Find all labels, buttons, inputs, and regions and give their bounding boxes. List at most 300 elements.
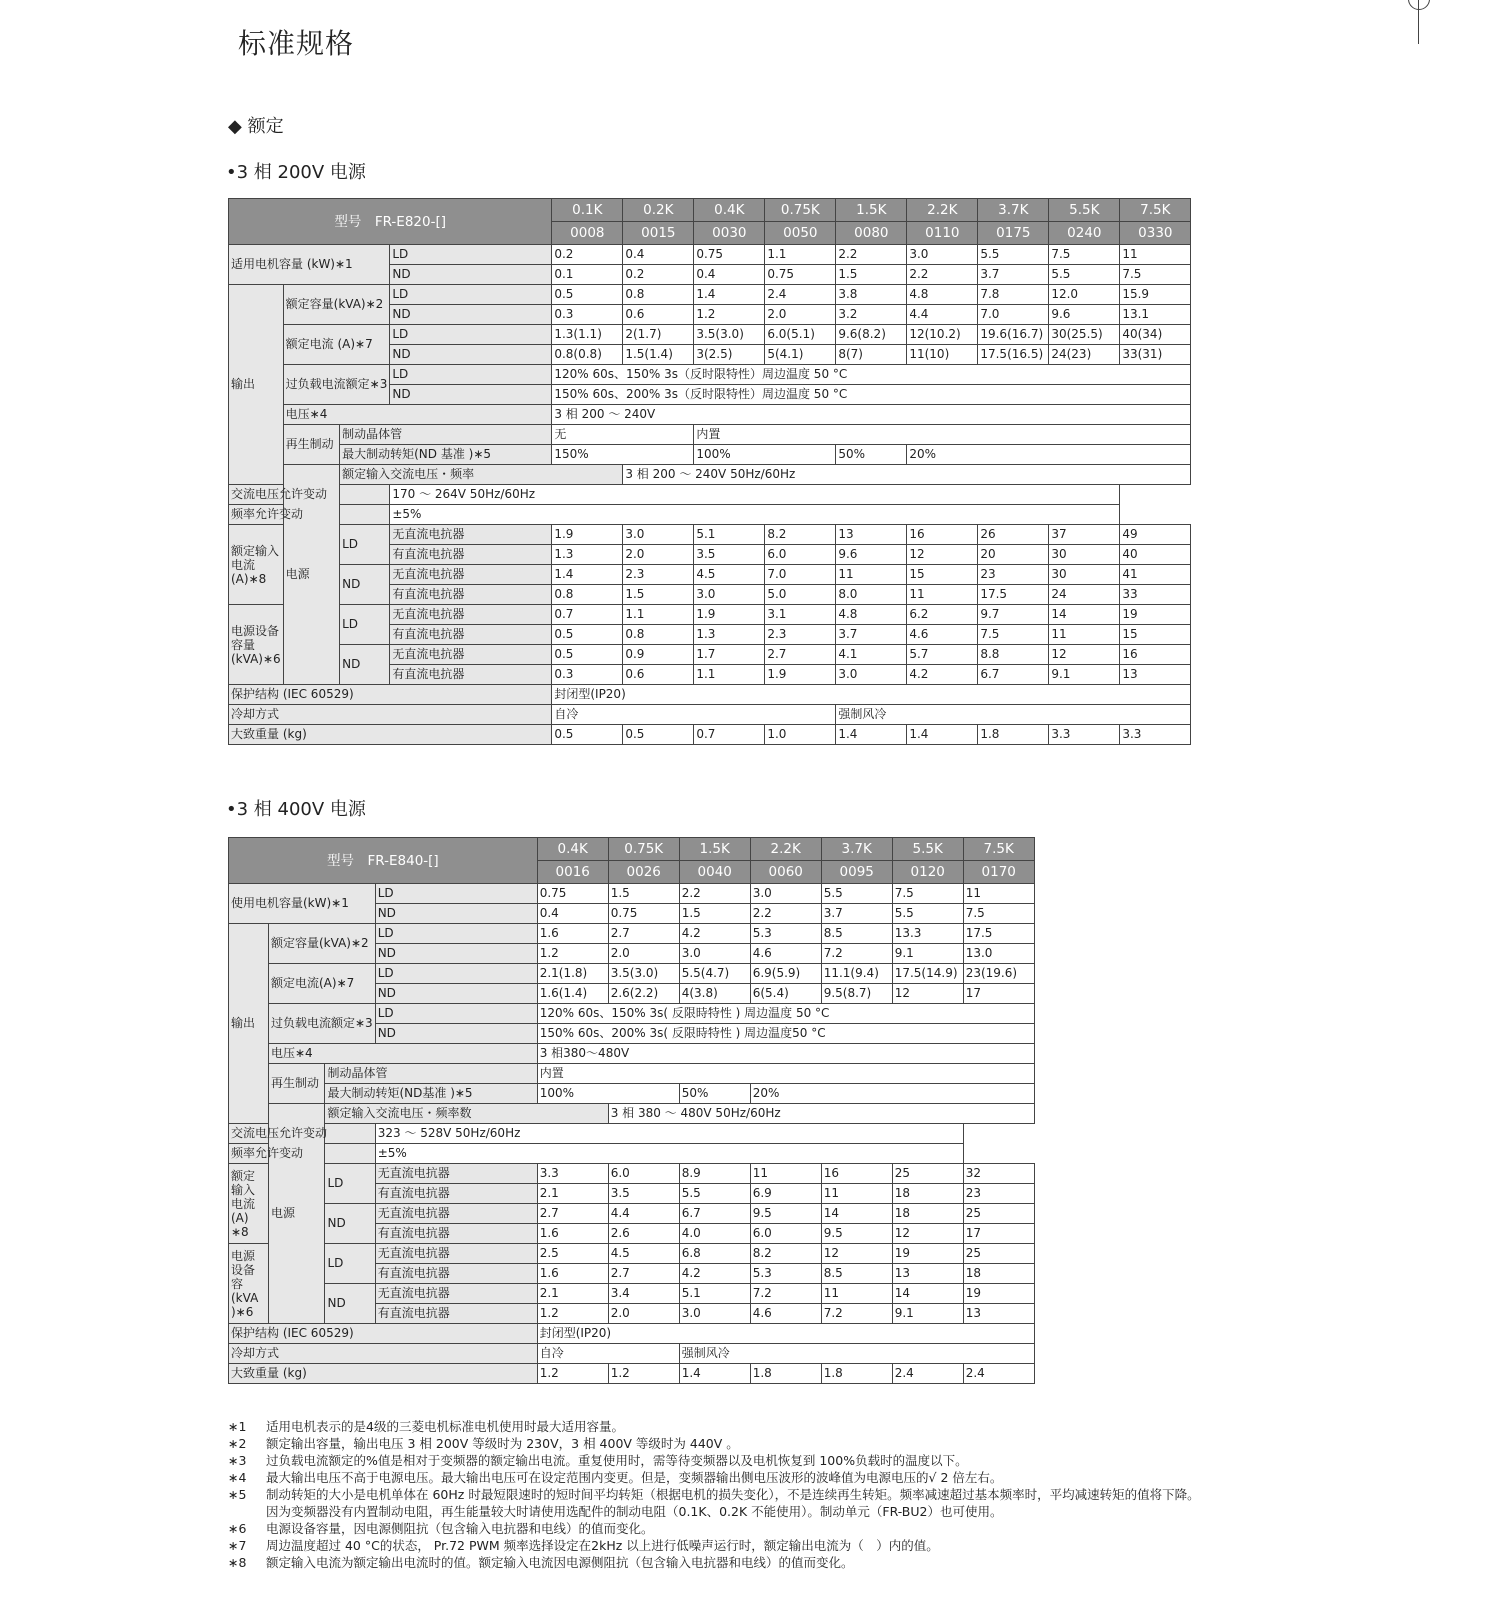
load-ld-label: LD — [375, 1004, 537, 1024]
with-reactor-label: 有直流电抗器 — [375, 1304, 537, 1324]
value-cell: 4.2 — [679, 924, 750, 944]
value-cell: 0.8 — [552, 585, 623, 605]
table-row — [229, 964, 1035, 984]
table-row — [229, 605, 1191, 625]
with-reactor-label: 有直流电抗器 — [390, 585, 552, 605]
value-cell: 0.9 — [623, 645, 694, 665]
table-row — [229, 505, 1191, 525]
load-ld-label: LD — [390, 325, 552, 345]
rated-capacity-label: 额定容量(kVA)∗2 — [283, 285, 390, 325]
value-cell: 6.0 — [765, 545, 836, 565]
value-cell: 2.4 — [963, 1364, 1034, 1384]
table-body — [229, 838, 1035, 1384]
overload-ld-value: 120% 60s、150% 3s( 反限時特性 ) 周边温度 50 °C — [537, 1004, 1034, 1024]
torque-value: 100% — [694, 445, 836, 465]
value-cell: 7.5 — [963, 904, 1034, 924]
value-cell: 2.2 — [679, 884, 750, 904]
load-ld-label: LD — [375, 884, 537, 904]
value-cell: 1.5(1.4) — [623, 345, 694, 365]
table-row — [229, 1064, 1035, 1084]
torque-value: 50% — [679, 1084, 750, 1104]
value-cell: 15 — [1120, 625, 1191, 645]
motor-capacity-label: 使用电机容量(kW)∗1 — [229, 884, 376, 924]
value-cell: 9.1 — [1049, 665, 1120, 685]
footnote-mark: ∗2 — [228, 1436, 247, 1451]
load-nd-label: ND — [375, 984, 537, 1004]
value-cell: 2.0 — [608, 1304, 679, 1324]
value-cell: 5.5 — [892, 904, 963, 924]
footnote — [228, 1520, 1200, 1537]
footnote-text: 因为变频器没有内置制动电阻，再生能量较大时请使用选配件的制动电阻（0.1K、0.2K 不能使用）。制动单元（FR-BU2）也可使用。 — [266, 1504, 1003, 1519]
value-cell: 0.5 — [552, 285, 623, 305]
value-cell: 0.5 — [552, 645, 623, 665]
value-cell: 1.6 — [537, 1224, 608, 1244]
with-reactor-label: 有直流电抗器 — [390, 625, 552, 645]
rated-capacity-label: 额定容量(kVA)∗2 — [269, 924, 376, 964]
footnote-mark: ∗6 — [228, 1521, 247, 1536]
value-cell: 2.7 — [765, 645, 836, 665]
footnote-mark: ∗3 — [228, 1453, 247, 1468]
overload-label: 过负载电流额定∗3 — [283, 365, 390, 405]
without-reactor-label: 无直流电抗器 — [375, 1164, 537, 1184]
value-cell: 8.5 — [821, 924, 892, 944]
value-cell: 8.2 — [765, 525, 836, 545]
value-cell: 8.5 — [821, 1264, 892, 1284]
value-cell: 2.2 — [750, 904, 821, 924]
value-cell: 16 — [1120, 645, 1191, 665]
torque-value: 20% — [750, 1084, 1034, 1104]
value-cell: 49 — [1120, 525, 1191, 545]
regen-label: 再生制动 — [269, 1064, 325, 1104]
value-cell: 3.0 — [750, 884, 821, 904]
value-cell: 1.4 — [552, 565, 623, 585]
value-cell: 11 — [907, 585, 978, 605]
model-code-header: 0050 — [765, 222, 836, 245]
value-cell: 5.5 — [821, 884, 892, 904]
value-cell: 9.5(8.7) — [821, 984, 892, 1004]
value-cell: 15.9 — [1120, 285, 1191, 305]
value-cell: 1.4 — [836, 725, 907, 745]
value-cell: 3.2 — [836, 305, 907, 325]
value-cell: 4.5 — [694, 565, 765, 585]
value-cell: 5.3 — [750, 1264, 821, 1284]
weight-label: 大致重量 (kg) — [229, 725, 552, 745]
model-label: 型号 FR-E820-[] — [229, 199, 552, 245]
value-cell: 4.4 — [608, 1204, 679, 1224]
table-row — [229, 245, 1191, 265]
voltage-label: 电压∗4 — [283, 405, 552, 425]
value-cell: 7.5 — [978, 625, 1049, 645]
value-cell: 2.7 — [608, 1264, 679, 1284]
value-cell: 13 — [963, 1304, 1034, 1324]
value-cell: 40 — [1120, 545, 1191, 565]
table-row — [229, 884, 1035, 904]
value-cell: 8.9 — [679, 1164, 750, 1184]
table-400v-heading: •3 相 400V 电源 — [226, 799, 366, 820]
value-cell: 7.5 — [892, 884, 963, 904]
capacity-header: 1.5K — [836, 199, 907, 222]
table-row — [229, 485, 1191, 505]
load-nd-label: ND — [340, 645, 390, 685]
value-cell: 11 — [836, 565, 907, 585]
capacity-header: 1.5K — [679, 838, 750, 861]
load-ld-label: LD — [375, 924, 537, 944]
value-cell: 2.2 — [907, 265, 978, 285]
power-label: 电源 — [283, 465, 339, 685]
value-cell: 1.6 — [537, 1264, 608, 1284]
value-cell: 0.7 — [694, 725, 765, 745]
capacity-header: 2.2K — [750, 838, 821, 861]
value-cell: 41 — [1120, 565, 1191, 585]
value-cell: 5.7 — [907, 645, 978, 665]
value-cell: 5.1 — [694, 525, 765, 545]
without-reactor-label: 无直流电抗器 — [390, 565, 552, 585]
value-cell: 4.6 — [750, 1304, 821, 1324]
footnote — [228, 1486, 1200, 1503]
value-cell: 4.2 — [679, 1264, 750, 1284]
value-cell: 3.5(3.0) — [608, 964, 679, 984]
rated-input-ac-label: 额定输入交流电压・频率 — [340, 465, 623, 485]
value-cell: 12 — [1049, 645, 1120, 665]
footnote-mark: ∗1 — [228, 1419, 247, 1434]
value-cell: 4.6 — [750, 944, 821, 964]
footnote-text: 电源设备容量，因电源侧阻抗（包含输入电抗器和电线）的值而变化。 — [266, 1521, 654, 1536]
footnote — [228, 1418, 1200, 1435]
rated-input-current-label: 额定输入电流 (A) ∗8 — [229, 1164, 269, 1244]
weight-label: 大致重量 (kg) — [229, 1364, 538, 1384]
model-code-header: 0110 — [907, 222, 978, 245]
table-row — [229, 685, 1191, 705]
value-cell: 1.1 — [694, 665, 765, 685]
with-reactor-label: 有直流电抗器 — [390, 545, 552, 565]
without-reactor-label: 无直流电抗器 — [390, 525, 552, 545]
crop-mark-line — [1418, 0, 1419, 44]
table-row — [229, 1144, 1035, 1164]
footnote — [228, 1537, 1200, 1554]
protective-structure-label: 保护结构 (IEC 60529) — [229, 1324, 538, 1344]
value-cell: 19.6(16.7) — [978, 325, 1049, 345]
without-reactor-label: 无直流电抗器 — [390, 645, 552, 665]
value-cell: 2.1 — [537, 1184, 608, 1204]
model-code-header: 0120 — [892, 861, 963, 884]
value-cell: 2.4 — [765, 285, 836, 305]
load-nd-label: ND — [390, 305, 552, 325]
voltage-value: 3 相 200 ～ 240V — [552, 405, 1191, 425]
value-cell: 6.7 — [679, 1204, 750, 1224]
value-cell: 7.2 — [821, 1304, 892, 1324]
value-cell: 40(34) — [1120, 325, 1191, 345]
footnote — [228, 1435, 1200, 1452]
rated-input-ac-value: 3 相 200 ～ 240V 50Hz/60Hz — [623, 465, 1191, 485]
model-code-header: 0040 — [679, 861, 750, 884]
footnote — [228, 1554, 1200, 1571]
value-cell: 6.2 — [907, 605, 978, 625]
value-cell: 3(2.5) — [694, 345, 765, 365]
model-label: 型号 FR-E840-[] — [229, 838, 538, 884]
value-cell: 11 — [750, 1164, 821, 1184]
value-cell: 7.5 — [1120, 265, 1191, 285]
output-label: 输出 — [229, 924, 269, 1124]
value-cell: 17.5 — [963, 924, 1034, 944]
value-cell: 16 — [821, 1164, 892, 1184]
value-cell: 1.0 — [765, 725, 836, 745]
value-cell: 1.4 — [907, 725, 978, 745]
power-supply-capacity-label: 电源设备容 (kVA )∗6 — [229, 1244, 269, 1324]
ac-tolerance-label: 交流电压允许变动 — [229, 1124, 376, 1144]
table-row — [229, 525, 1191, 545]
value-cell: 8.2 — [750, 1244, 821, 1264]
value-cell: 4.8 — [907, 285, 978, 305]
value-cell: 19 — [1120, 605, 1191, 625]
value-cell: 0.8 — [623, 625, 694, 645]
brake-builtin-value: 内置 — [537, 1064, 1034, 1084]
model-code-header: 0008 — [552, 222, 623, 245]
overload-ld-value: 120% 60s、150% 3s（反时限特性）周边温度 50 °C — [552, 365, 1191, 385]
load-ld-label: LD — [325, 1244, 375, 1284]
brake-builtin-value: 内置 — [694, 425, 1191, 445]
value-cell: 3.0 — [623, 525, 694, 545]
value-cell: 3.4 — [608, 1284, 679, 1304]
value-cell: 1.5 — [679, 904, 750, 924]
cooling-self-value: 自冷 — [537, 1344, 679, 1364]
without-reactor-label: 无直流电抗器 — [375, 1204, 537, 1224]
without-reactor-label: 无直流电抗器 — [390, 605, 552, 625]
value-cell: 3.7 — [836, 625, 907, 645]
value-cell: 2.7 — [537, 1204, 608, 1224]
rated-current-label: 额定电流(A)∗7 — [269, 964, 376, 1004]
value-cell: 0.3 — [552, 665, 623, 685]
protective-value: 封闭型(IP20) — [537, 1324, 1034, 1344]
value-cell: 1.2 — [694, 305, 765, 325]
cooling-forced-value: 强制风冷 — [836, 705, 1191, 725]
value-cell: 2.6(2.2) — [608, 984, 679, 1004]
value-cell: 1.1 — [623, 605, 694, 625]
table-row — [229, 199, 1191, 222]
model-code-header: 0030 — [694, 222, 765, 245]
value-cell: 0.6 — [623, 665, 694, 685]
load-ld-label: LD — [390, 245, 552, 265]
load-ld-label: LD — [390, 365, 552, 385]
value-cell: 4.2 — [907, 665, 978, 685]
power-label: 电源 — [269, 1104, 325, 1324]
capacity-header: 0.2K — [623, 199, 694, 222]
footnote-text: 周边温度超过 40 °C的状态， Pr.72 PWM 频率选择设定在2kHz 以上进行低噪声运行时，额定输出电流为（ ）内的值。 — [266, 1538, 939, 1553]
value-cell: 8(7) — [836, 345, 907, 365]
load-ld-label: LD — [340, 525, 390, 565]
value-cell: 2.7 — [608, 924, 679, 944]
value-cell: 6.7 — [978, 665, 1049, 685]
load-nd-label: ND — [375, 944, 537, 964]
value-cell: 30 — [1049, 545, 1120, 565]
model-code-header: 0095 — [821, 861, 892, 884]
table-row — [229, 645, 1191, 665]
cooling-label: 冷却方式 — [229, 705, 552, 725]
model-code-header: 0080 — [836, 222, 907, 245]
value-cell: 3.0 — [694, 585, 765, 605]
with-reactor-label: 有直流电抗器 — [375, 1264, 537, 1284]
value-cell: 3.0 — [679, 1304, 750, 1324]
value-cell: 2(1.7) — [623, 325, 694, 345]
table-row — [229, 325, 1191, 345]
value-cell: 2.0 — [623, 545, 694, 565]
value-cell: 1.6 — [537, 924, 608, 944]
value-cell: 1.1 — [765, 245, 836, 265]
value-cell: 1.2 — [537, 1304, 608, 1324]
load-nd-label: ND — [390, 265, 552, 285]
capacity-header: 0.4K — [537, 838, 608, 861]
footnote — [228, 1452, 1200, 1469]
value-cell: 9.6(8.2) — [836, 325, 907, 345]
torque-value: 50% — [836, 445, 907, 465]
table-row — [229, 1104, 1035, 1124]
table-row — [229, 1284, 1035, 1304]
value-cell: 3.5 — [608, 1184, 679, 1204]
value-cell: 3.7 — [821, 904, 892, 924]
value-cell: 19 — [892, 1244, 963, 1264]
table-row — [229, 465, 1191, 485]
value-cell: 30 — [1049, 565, 1120, 585]
value-cell: 1.8 — [821, 1364, 892, 1384]
value-cell: 1.4 — [679, 1364, 750, 1384]
freq-tolerance-label: 频率允许变动 — [229, 505, 390, 525]
value-cell: 8.8 — [978, 645, 1049, 665]
rated-input-current-label: 额定输入电流 (A)∗8 — [229, 525, 284, 605]
value-cell: 1.2 — [608, 1364, 679, 1384]
value-cell: 1.6(1.4) — [537, 984, 608, 1004]
value-cell: 0.4 — [623, 245, 694, 265]
torque-value: 150% — [552, 445, 694, 465]
rated-current-label: 额定电流 (A)∗7 — [283, 325, 390, 365]
value-cell: 4.5 — [608, 1244, 679, 1264]
rated-input-ac-label: 额定输入交流电压・频率数 — [325, 1104, 608, 1124]
table-body — [229, 199, 1191, 745]
value-cell: 23 — [978, 565, 1049, 585]
table-row — [229, 1124, 1035, 1144]
value-cell: 12 — [821, 1244, 892, 1264]
footnote-text: 额定输出容量，输出电压 3 相 200V 等级时为 230V，3 相 400V 等级时为 440V 。 — [266, 1436, 739, 1451]
value-cell: 33(31) — [1120, 345, 1191, 365]
value-cell: 4.0 — [679, 1224, 750, 1244]
value-cell: 7.8 — [978, 285, 1049, 305]
load-nd-label: ND — [340, 565, 390, 605]
value-cell: 3.3 — [1120, 725, 1191, 745]
load-nd-label: ND — [375, 904, 537, 924]
value-cell: 13.1 — [1120, 305, 1191, 325]
value-cell: 2.6 — [608, 1224, 679, 1244]
value-cell: 17 — [963, 1224, 1034, 1244]
value-cell: 30(25.5) — [1049, 325, 1120, 345]
footnote-mark: ∗8 — [228, 1555, 247, 1570]
brake-transistor-label: 制动晶体管 — [325, 1064, 537, 1084]
model-code-header: 0026 — [608, 861, 679, 884]
value-cell: 1.5 — [836, 265, 907, 285]
value-cell: 0.2 — [552, 245, 623, 265]
value-cell: 1.5 — [608, 884, 679, 904]
freq-tolerance-value: ±5% — [390, 505, 1120, 525]
cooling-label: 冷却方式 — [229, 1344, 538, 1364]
crop-mark-circle — [1408, 0, 1430, 10]
capacity-header: 5.5K — [1049, 199, 1120, 222]
value-cell: 11 — [821, 1184, 892, 1204]
table-row — [229, 445, 1191, 465]
capacity-header: 3.7K — [821, 838, 892, 861]
value-cell: 0.6 — [623, 305, 694, 325]
capacity-header: 7.5K — [1120, 199, 1191, 222]
overload-nd-value: 150% 60s、200% 3s( 反限時特性 ) 周边温度50 °C — [537, 1024, 1034, 1044]
value-cell: 1.2 — [537, 1364, 608, 1384]
capacity-header: 7.5K — [963, 838, 1034, 861]
ac-tolerance-label: 交流电压允许变动 — [229, 485, 390, 505]
value-cell: 20 — [978, 545, 1049, 565]
value-cell: 25 — [892, 1164, 963, 1184]
ac-tolerance-value: 170 ～ 264V 50Hz/60Hz — [390, 485, 1120, 505]
load-ld-label: LD — [340, 605, 390, 645]
value-cell: 17.5(16.5) — [978, 345, 1049, 365]
value-cell: 1.5 — [623, 585, 694, 605]
value-cell: 13.0 — [963, 944, 1034, 964]
without-reactor-label: 无直流电抗器 — [375, 1284, 537, 1304]
table-row — [229, 1244, 1035, 1264]
value-cell: 1.9 — [765, 665, 836, 685]
value-cell: 18 — [963, 1264, 1034, 1284]
value-cell: 11.1(9.4) — [821, 964, 892, 984]
value-cell: 4(3.8) — [679, 984, 750, 1004]
value-cell: 5.1 — [679, 1284, 750, 1304]
value-cell: 5.5 — [679, 1184, 750, 1204]
model-code-header: 0015 — [623, 222, 694, 245]
value-cell: 3.8 — [836, 285, 907, 305]
model-code-header: 0240 — [1049, 222, 1120, 245]
with-reactor-label: 有直流电抗器 — [390, 665, 552, 685]
value-cell: 1.8 — [750, 1364, 821, 1384]
value-cell: 14 — [1049, 605, 1120, 625]
value-cell: 5.5(4.7) — [679, 964, 750, 984]
table-row — [229, 1204, 1035, 1224]
value-cell: 12(10.2) — [907, 325, 978, 345]
value-cell: 13 — [1120, 665, 1191, 685]
value-cell: 1.3 — [694, 625, 765, 645]
value-cell: 1.7 — [694, 645, 765, 665]
value-cell: 2.0 — [608, 944, 679, 964]
value-cell: 0.8(0.8) — [552, 345, 623, 365]
value-cell: 0.75 — [608, 904, 679, 924]
value-cell: 3.5(3.0) — [694, 325, 765, 345]
value-cell: 0.2 — [623, 265, 694, 285]
value-cell: 4.8 — [836, 605, 907, 625]
with-reactor-label: 有直流电抗器 — [375, 1224, 537, 1244]
table-row — [229, 725, 1191, 745]
page-title: 标准规格 — [238, 27, 355, 60]
value-cell: 0.5 — [552, 625, 623, 645]
value-cell: 17 — [963, 984, 1034, 1004]
value-cell: 0.7 — [552, 605, 623, 625]
value-cell: 25 — [963, 1244, 1034, 1264]
overload-label: 过负载电流额定∗3 — [269, 1004, 376, 1044]
value-cell: 2.1 — [537, 1284, 608, 1304]
value-cell: 6.0 — [608, 1164, 679, 1184]
model-code-header: 0170 — [963, 861, 1034, 884]
torque-value: 100% — [537, 1084, 679, 1104]
table-row — [229, 705, 1191, 725]
footnote-text: 适用电机表示的是4级的三菱电机标准电机使用时最大适用容量。 — [266, 1419, 624, 1434]
value-cell: 7.2 — [750, 1284, 821, 1304]
load-nd-label: ND — [390, 385, 552, 405]
value-cell: 11 — [1120, 245, 1191, 265]
cooling-self-value: 自冷 — [552, 705, 836, 725]
value-cell: 6.9 — [750, 1184, 821, 1204]
table-row — [229, 285, 1191, 305]
table-row — [229, 1004, 1035, 1024]
